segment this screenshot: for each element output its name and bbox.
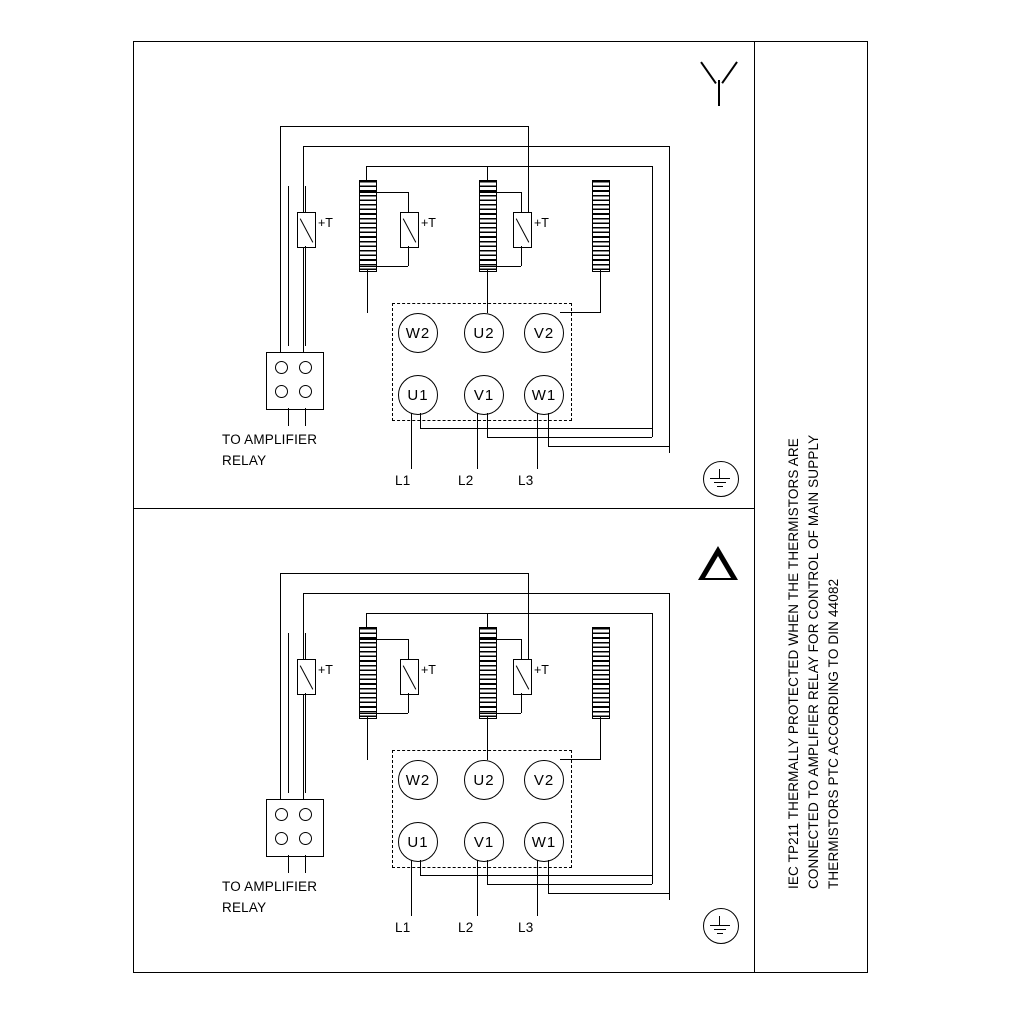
motor-winding-coil [479, 180, 497, 272]
note-line-2: CONNECTED TO AMPLIFIER RELAY FOR CONTROL OF MAIN SUPPLY [806, 434, 821, 889]
amplifier-label-line1: TO AMPLIFIER [222, 432, 318, 447]
wire [521, 693, 522, 713]
wire [305, 855, 306, 873]
wire [420, 875, 652, 876]
wire [487, 613, 528, 614]
wire [305, 408, 306, 426]
wire [477, 413, 478, 469]
wire [537, 413, 538, 469]
wire [669, 146, 670, 453]
wire [367, 717, 368, 760]
wire [537, 860, 538, 916]
wire [487, 413, 488, 437]
wire [521, 639, 522, 659]
wire [652, 613, 653, 884]
wire [528, 573, 529, 669]
supply-label-l2: L2 [458, 473, 474, 488]
motor-winding-coil [592, 180, 610, 272]
thermistor [297, 212, 316, 248]
terminal-w2: W2 [398, 313, 438, 353]
wire [479, 639, 521, 640]
wire [528, 126, 529, 222]
wire [367, 270, 368, 313]
wire [280, 573, 281, 804]
wire [521, 246, 522, 266]
delta-connection-icon [698, 546, 738, 580]
terminal-v1: V1 [464, 822, 504, 862]
wire [305, 186, 306, 212]
thermistor [400, 212, 419, 248]
wire [288, 633, 289, 793]
motor-winding-coil [479, 627, 497, 719]
wire [420, 428, 652, 429]
wire [600, 270, 601, 313]
terminal-w2: W2 [398, 760, 438, 800]
wire [487, 613, 488, 627]
amplifier-label-line2: RELAY [222, 900, 267, 915]
wire [652, 166, 653, 437]
wire [408, 246, 409, 266]
terminal-u1: U1 [398, 375, 438, 415]
terminal-w1: W1 [524, 822, 564, 862]
wire [280, 573, 528, 574]
thermistor-label: +T [318, 663, 333, 677]
star-connection-icon [697, 62, 741, 106]
wire [303, 593, 669, 594]
terminal-u2: U2 [464, 313, 504, 353]
earth-ground-icon [703, 908, 737, 942]
thermistor-label: +T [421, 216, 436, 230]
thermistor [297, 659, 316, 695]
wire [288, 186, 289, 346]
wire [408, 639, 409, 659]
wire [303, 593, 304, 804]
supply-label-l2: L2 [458, 920, 474, 935]
earth-ground-icon [703, 461, 737, 495]
wire [359, 713, 408, 714]
wire [548, 446, 669, 447]
thermistor-label: +T [421, 663, 436, 677]
wire [548, 860, 549, 893]
wire [280, 126, 528, 127]
wire [600, 717, 601, 760]
wire [487, 884, 652, 885]
thermistor-label: +T [534, 663, 549, 677]
wire [669, 593, 670, 900]
wire [479, 192, 521, 193]
wire [408, 693, 409, 713]
terminal-v2: V2 [524, 760, 564, 800]
motor-winding-coil [592, 627, 610, 719]
thermistor [400, 659, 419, 695]
wire [420, 860, 421, 875]
terminal-w1: W1 [524, 375, 564, 415]
terminal-u2: U2 [464, 760, 504, 800]
motor-winding-coil [359, 627, 377, 719]
wire [288, 855, 289, 873]
wire [477, 860, 478, 916]
amplifier-terminal-block [266, 799, 324, 857]
thermistor-label: +T [318, 216, 333, 230]
note-line-3: THERMISTORS PTC ACCORDING TO DIN 44082 [826, 578, 841, 889]
wire [411, 413, 412, 469]
wire [548, 893, 669, 894]
wire [288, 408, 289, 426]
wire [411, 860, 412, 916]
wire [487, 166, 488, 180]
thermistor [513, 212, 532, 248]
wire [487, 860, 488, 884]
wire [479, 266, 521, 267]
wire [487, 437, 652, 438]
amplifier-label-line1: TO AMPLIFIER [222, 879, 318, 894]
amplifier-terminal-block [266, 352, 324, 410]
terminal-v2: V2 [524, 313, 564, 353]
panel-divider [133, 508, 755, 509]
terminal-v1: V1 [464, 375, 504, 415]
wire [303, 146, 669, 147]
supply-label-l3: L3 [518, 473, 534, 488]
wire [548, 413, 549, 446]
wire [420, 413, 421, 428]
wire [305, 246, 306, 346]
wire [487, 166, 528, 167]
wire [303, 146, 304, 357]
note-line-1: IEC TP211 THERMALLY PROTECTED WHEN THE THERMISTORS ARE [786, 438, 801, 889]
wire [305, 633, 306, 659]
thermistor [513, 659, 532, 695]
wire [280, 126, 281, 357]
amplifier-label-line2: RELAY [222, 453, 267, 468]
wire [521, 192, 522, 212]
wire [408, 192, 409, 212]
wire [479, 713, 521, 714]
supply-label-l1: L1 [395, 473, 411, 488]
wire [305, 693, 306, 793]
wire [359, 192, 408, 193]
terminal-u1: U1 [398, 822, 438, 862]
wire [359, 266, 408, 267]
note-column-divider [754, 41, 755, 973]
wire [359, 639, 408, 640]
supply-label-l1: L1 [395, 920, 411, 935]
motor-winding-coil [359, 180, 377, 272]
thermistor-label: +T [534, 216, 549, 230]
supply-label-l3: L3 [518, 920, 534, 935]
